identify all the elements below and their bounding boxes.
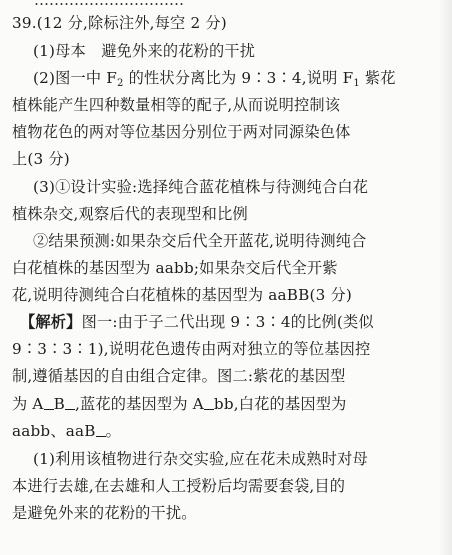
analysis-label: 【解析】	[20, 313, 82, 331]
analysis-line-3: 制,遵循基因的自由组合定律。图二:紫花的基因型	[12, 367, 346, 385]
answer-part-3-line-5: 花,说明待测纯合白花植株的基因型为 aaBB(3 分)	[12, 286, 353, 304]
answer-part-2-line-4: 上(3 分)	[12, 150, 70, 168]
analysis-line-2: 9∶3∶3∶1),说明花色遗传由两对独立的等位基因控	[12, 340, 371, 358]
analysis-text: 为 A	[12, 395, 44, 413]
answer-part-3-line-3: ②结果预测:如果杂交后代全开蓝花,说明待测纯合	[33, 232, 367, 250]
subscript: 1	[353, 78, 360, 89]
question-header	[12, 12, 227, 34]
answer-text: (2)图一中 F	[33, 69, 118, 87]
analysis-line-4	[12, 393, 347, 415]
analysis-line-6: (1)利用该植物进行杂交实验,应在花未成熟时对母	[33, 450, 368, 468]
answer-part-3-line-2: 植株杂交,观察后代的表现型和比例	[12, 205, 248, 223]
answer-text: 紫花	[359, 69, 396, 87]
blank-underline	[204, 397, 214, 410]
answer-part-2-line-3: 植物花色的两对等位基因分别位于两对同源染色体	[12, 123, 351, 141]
question-scoring-note: (12 分,除标注外,每空 2 分)	[36, 14, 227, 32]
cut-off-previous-line: …………………………	[34, 0, 184, 9]
question-number: 39.	[12, 14, 37, 32]
answer-part-2-line-1	[33, 67, 396, 95]
analysis-text: aabb、aaB	[12, 422, 96, 440]
analysis-text: ,蓝花的基因型为 A	[74, 395, 204, 413]
analysis-line-8: 是避免外来的花粉的干扰。	[12, 504, 197, 522]
analysis-line-7: 本进行去雄,在去雄和人工授粉后均需要套袋,目的	[12, 477, 346, 495]
blank-underline	[96, 424, 106, 437]
analysis-text: 。	[105, 422, 122, 440]
analysis-line-1	[20, 311, 374, 333]
analysis-text: B	[53, 395, 65, 413]
blank-underline	[65, 397, 75, 410]
answer-part-3-line-1: (3)①设计实验:选择纯合蓝花植株与待测纯合白花	[33, 178, 369, 196]
page-edge-shadow	[438, 0, 452, 555]
subscript: 2	[117, 78, 124, 89]
answer-part-3-line-4: 白花植株的基因型为 aabb;如果杂交后代全开紫	[12, 259, 338, 277]
answer-text: 的性状分离比为 9∶3∶4,说明 F	[123, 69, 354, 87]
answer-part-1: (1)母本 避免外来的花粉的干扰	[33, 42, 256, 60]
analysis-text: 图一:由于子二代出现 9∶3∶4的比例(类似	[81, 313, 374, 331]
blank-underline	[44, 397, 54, 410]
analysis-line-5	[12, 420, 121, 442]
analysis-text: bb,白花的基因型为	[213, 395, 347, 413]
answer-part-2-line-2: 植株能产生四种数量相等的配子,从而说明控制该	[12, 96, 341, 114]
